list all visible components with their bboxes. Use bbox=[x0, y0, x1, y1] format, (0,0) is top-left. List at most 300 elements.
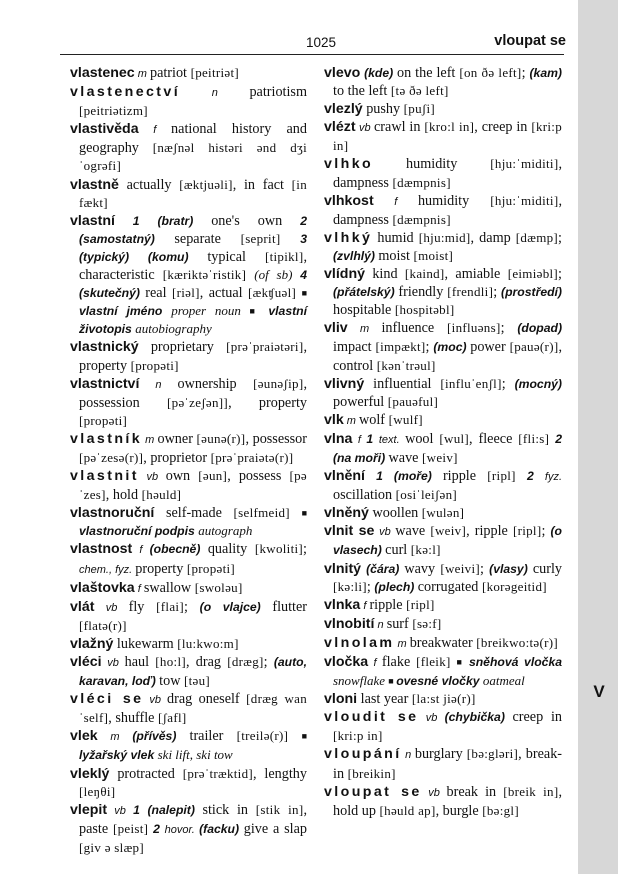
translation: on the left bbox=[397, 65, 460, 81]
usage-label: (čára) bbox=[361, 561, 405, 576]
translation: wolf bbox=[359, 411, 389, 428]
translation: wool bbox=[405, 430, 440, 447]
pronunciation: [kæriktəˈristik] bbox=[162, 267, 255, 283]
translation: ; bbox=[263, 654, 274, 670]
pronunciation: [peitriətizm] bbox=[79, 103, 148, 119]
translation: , lengthy bbox=[253, 765, 307, 782]
headword: vlát bbox=[70, 598, 95, 615]
dictionary-entry bbox=[70, 635, 307, 653]
headword: vlastnost bbox=[70, 541, 133, 558]
translation: ripple bbox=[369, 596, 407, 613]
translation: stick in bbox=[202, 801, 256, 818]
translation: breakwater bbox=[409, 634, 477, 651]
headword: vlastnit bbox=[70, 468, 139, 485]
usage-label: (přátelský) bbox=[333, 285, 399, 300]
pronunciation: [əun] bbox=[198, 468, 228, 484]
translation: last year bbox=[357, 691, 412, 708]
translation: corrugated bbox=[417, 578, 482, 595]
pronunciation: [ripl] bbox=[487, 468, 528, 484]
dictionary-entry bbox=[324, 467, 562, 504]
translation: hospitable bbox=[333, 302, 395, 319]
translation: ; bbox=[303, 541, 307, 558]
usage-label: vlastnoruční podpis bbox=[79, 524, 199, 539]
translation: wave bbox=[388, 449, 423, 466]
grammar-label: m bbox=[97, 731, 133, 744]
pronunciation: [əunə(r)] bbox=[196, 430, 246, 446]
headword: vlnění bbox=[324, 468, 365, 485]
pronunciation: [pəˈzesə(r)] bbox=[79, 449, 144, 465]
headword: vločka bbox=[324, 654, 369, 670]
usage-label: 2 bbox=[527, 469, 545, 484]
translation: , damp bbox=[470, 229, 516, 246]
pronunciation: [pəˈzes] bbox=[79, 468, 307, 503]
usage-label: 2 (samostatný) bbox=[79, 213, 307, 246]
header-rule bbox=[60, 54, 564, 55]
dictionary-entry bbox=[70, 579, 307, 598]
translation: , characteristic bbox=[79, 248, 307, 284]
grammar-label: vb bbox=[355, 122, 374, 135]
translation: , property bbox=[228, 394, 307, 411]
dictionary-entry bbox=[70, 598, 307, 635]
translation: fly bbox=[128, 598, 157, 615]
grammar-label: f bbox=[134, 582, 144, 595]
translation: , proprietor bbox=[143, 449, 211, 466]
pronunciation: [moist] bbox=[413, 247, 454, 263]
translation: flake bbox=[381, 654, 417, 670]
dictionary-entry bbox=[324, 100, 562, 118]
pronunciation: [in fækt] bbox=[79, 176, 308, 210]
grammar-label: n bbox=[401, 749, 415, 762]
translation: influential bbox=[364, 375, 441, 392]
grammar-label: vb bbox=[421, 786, 447, 799]
translation: tow bbox=[159, 673, 184, 690]
translation: proprietary bbox=[138, 339, 227, 356]
translation: ripple bbox=[442, 468, 488, 485]
dictionary-entry bbox=[324, 596, 562, 615]
usage-label: (facku) bbox=[199, 821, 244, 836]
translation: typical bbox=[207, 248, 265, 265]
headword: vlivný bbox=[324, 375, 365, 392]
guide-word: vloupat se bbox=[494, 33, 566, 49]
dictionary-entry bbox=[324, 708, 562, 745]
dictionary-entry bbox=[70, 212, 307, 339]
headword: vlézt bbox=[324, 119, 356, 136]
pronunciation: [əunəʃip] bbox=[253, 375, 304, 391]
headword: vlek bbox=[70, 728, 98, 745]
dictionary-entry bbox=[70, 83, 307, 120]
dictionary-entry bbox=[324, 411, 562, 430]
headword: vlastník bbox=[70, 430, 143, 447]
dictionary-entry bbox=[324, 265, 562, 319]
dictionary-entry bbox=[324, 229, 562, 265]
thumb-index-bar bbox=[578, 0, 618, 874]
pronunciation: [swoləu] bbox=[194, 579, 243, 595]
dictionary-entry bbox=[70, 430, 307, 467]
example-phrase: ski lift, ski tow bbox=[157, 747, 233, 763]
usage-label: (mocný) bbox=[514, 376, 562, 391]
translation: lukewarm bbox=[113, 635, 178, 652]
usage-label: (plech) bbox=[374, 579, 418, 594]
translation: trailer bbox=[189, 728, 237, 745]
headword: vlnolam bbox=[324, 634, 395, 651]
usage-label: (auto, karavan, loď) bbox=[79, 655, 307, 689]
translation: quality bbox=[207, 541, 255, 558]
translation: self-made bbox=[154, 505, 234, 522]
usage-label: 1 (bratr) bbox=[114, 213, 212, 228]
headword: vlastnictví bbox=[70, 375, 140, 392]
grammar-label: f bbox=[132, 544, 150, 557]
pronunciation: [peist] bbox=[112, 820, 154, 836]
pronunciation: [wul] bbox=[439, 430, 470, 446]
headword: vlastnický bbox=[70, 339, 139, 356]
pronunciation: [ho:l] bbox=[155, 654, 186, 669]
pronunciation: [flai] bbox=[156, 598, 184, 614]
pronunciation: [fli:s] bbox=[518, 430, 556, 446]
pronunciation: [weiv] bbox=[422, 449, 458, 465]
translation: property bbox=[135, 560, 187, 577]
pronunciation: [korəgeitid] bbox=[481, 578, 547, 594]
pronunciation: [kri:p in] bbox=[333, 119, 562, 154]
translation: ; bbox=[500, 320, 518, 337]
usage-label: (obecně) bbox=[149, 542, 208, 557]
grammar-label: vb bbox=[94, 601, 129, 614]
usage-label: 2 bbox=[153, 821, 165, 836]
pronunciation: [influəns] bbox=[447, 320, 501, 336]
pronunciation: [dæmpnis] bbox=[392, 174, 451, 190]
translation: surf bbox=[386, 615, 413, 632]
pronunciation: [puʃi] bbox=[403, 101, 436, 117]
domain-label: hovor. bbox=[164, 823, 200, 836]
dictionary-entry bbox=[324, 634, 562, 653]
headword: vlaštovka bbox=[70, 579, 135, 596]
dictionary-entry bbox=[70, 690, 307, 727]
grammar-label: n bbox=[180, 87, 250, 100]
pronunciation: [treilə(r)] bbox=[236, 728, 302, 744]
grammar-label: f bbox=[138, 124, 172, 137]
headword: vlastní bbox=[70, 212, 115, 229]
usage-label: (moc) bbox=[433, 340, 471, 355]
domain-label: chem., fyz. bbox=[79, 563, 136, 576]
translation: national history and geography bbox=[79, 121, 307, 157]
pronunciation: [ækʧuəl] bbox=[248, 285, 302, 301]
headword: vlídný bbox=[324, 266, 365, 283]
dictionary-entry bbox=[324, 745, 562, 782]
translation: , dampness bbox=[333, 192, 562, 228]
headword: vloupat se bbox=[324, 783, 422, 800]
grammar-label: n bbox=[139, 378, 178, 391]
pronunciation: [prəˈpraiətəri] bbox=[226, 339, 304, 355]
pronunciation: [peitriət] bbox=[190, 65, 240, 80]
dictionary-entry bbox=[70, 727, 307, 764]
translation: ; bbox=[558, 266, 562, 283]
dictionary-entry bbox=[70, 653, 307, 690]
grammar-label: vb bbox=[418, 712, 445, 725]
page-number: 1025 bbox=[305, 35, 337, 50]
usage-label: (o vlajce) bbox=[199, 599, 273, 614]
dictionary-entry bbox=[70, 64, 307, 83]
headword: vlhkost bbox=[324, 192, 374, 209]
dictionary-entry bbox=[324, 192, 562, 229]
pronunciation: [pauəful] bbox=[387, 393, 439, 409]
usage-label: 1 (moře) bbox=[365, 469, 443, 484]
translation: , hold bbox=[105, 487, 142, 504]
translation: patriotism bbox=[249, 84, 307, 101]
headword: vléci se bbox=[70, 691, 144, 708]
dictionary-entry bbox=[324, 690, 562, 708]
translation: ; bbox=[521, 65, 530, 81]
headword: vlezlý bbox=[324, 101, 363, 118]
pronunciation: [propəti] bbox=[130, 357, 179, 373]
translation: woollen bbox=[368, 505, 422, 522]
translation: actually bbox=[118, 176, 180, 193]
headword: vleklý bbox=[70, 765, 110, 782]
pronunciation: [kənˈtrəul] bbox=[376, 357, 436, 373]
translation: real bbox=[145, 285, 172, 302]
bullet-marker: ■ bbox=[249, 306, 269, 317]
translation: influence bbox=[381, 320, 448, 337]
translation: to the left bbox=[333, 83, 391, 100]
pronunciation: [ripl] bbox=[512, 523, 542, 539]
translation: power bbox=[470, 339, 510, 356]
pronunciation: [fleik] bbox=[416, 654, 457, 669]
pronunciation: [influˈenʃl] bbox=[440, 375, 502, 391]
usage-label: ovesné vločky bbox=[396, 674, 483, 689]
translation: swallow bbox=[143, 579, 195, 596]
headword: vlnka bbox=[324, 596, 361, 613]
example-phrase: autobiography bbox=[135, 321, 212, 337]
translation: own bbox=[165, 468, 199, 485]
translation: owner bbox=[157, 430, 197, 447]
pronunciation: [weivi] bbox=[440, 560, 480, 576]
translation: , shuffle bbox=[108, 710, 159, 727]
translation: , ripple bbox=[466, 523, 513, 540]
headword: vlnitý bbox=[324, 560, 362, 577]
dictionary-entry bbox=[324, 430, 562, 467]
pronunciation: [tə ðə left] bbox=[390, 83, 449, 99]
domain-label: fyz. bbox=[544, 471, 563, 484]
headword: vlna bbox=[324, 430, 353, 447]
bullet-marker: ■ bbox=[388, 676, 397, 687]
usage-label: (kam) bbox=[529, 66, 562, 80]
translation: curly bbox=[532, 560, 562, 577]
translation: kind bbox=[365, 266, 405, 283]
grammar-label: n bbox=[374, 618, 387, 631]
pronunciation: [seprit] bbox=[240, 230, 301, 246]
dictionary-entry bbox=[70, 467, 307, 504]
bullet-marker: ■ bbox=[301, 288, 308, 299]
dictionary-entry bbox=[324, 653, 562, 690]
translation: , in fact bbox=[232, 176, 292, 193]
headword: vlněný bbox=[324, 505, 369, 522]
left-column bbox=[70, 64, 307, 857]
headword: vlastivěda bbox=[70, 121, 139, 138]
pronunciation: [ripl] bbox=[406, 596, 435, 612]
dictionary-entry bbox=[324, 64, 562, 100]
translation: ; bbox=[558, 229, 562, 246]
dictionary-entry bbox=[324, 375, 562, 411]
grammar-label: m bbox=[394, 637, 410, 650]
headword: vlastnoruční bbox=[70, 505, 155, 522]
pronunciation: [wulən] bbox=[421, 505, 465, 521]
dictionary-entry bbox=[324, 522, 562, 559]
headword: vlastenec bbox=[70, 65, 135, 81]
pronunciation: [sə:f] bbox=[412, 615, 442, 631]
translation: humidity bbox=[373, 156, 491, 173]
pronunciation: [lu:kwo:m] bbox=[177, 635, 239, 651]
pronunciation: [næʃnəl histəri ənd dʒiˈogrəfi] bbox=[79, 140, 307, 174]
headword: vlevo bbox=[324, 65, 361, 81]
translation: patriot bbox=[149, 65, 191, 81]
translation: ; bbox=[479, 560, 490, 577]
pronunciation: [weiv] bbox=[430, 523, 467, 539]
pronunciation: [breik in] bbox=[503, 783, 559, 799]
bullet-marker: ■ bbox=[456, 657, 469, 667]
pronunciation: [dræg] bbox=[227, 654, 264, 669]
dictionary-entry bbox=[324, 615, 562, 634]
pronunciation: [təu] bbox=[183, 673, 211, 689]
dictionary-entry bbox=[70, 176, 307, 212]
translation: drag oneself bbox=[167, 691, 247, 708]
headword: vliv bbox=[324, 320, 348, 337]
pronunciation: [kro:l in] bbox=[424, 119, 475, 135]
translation: , paste bbox=[79, 801, 307, 837]
translation: give a slap bbox=[243, 820, 307, 837]
dictionary-entry bbox=[324, 155, 562, 191]
translation: oscillation bbox=[333, 487, 396, 504]
usage-label: 4 (skutečný) bbox=[79, 268, 307, 301]
grammar-label: vb bbox=[107, 804, 134, 817]
dictionary-entry bbox=[70, 765, 307, 801]
headword: vlk bbox=[324, 411, 344, 428]
translation: ; bbox=[183, 598, 200, 615]
translation: wave bbox=[395, 523, 431, 540]
translation: ; bbox=[541, 523, 551, 540]
usage-label: (kde) bbox=[360, 66, 398, 80]
pronunciation: [bə:gləri] bbox=[466, 746, 519, 762]
headword: vloni bbox=[324, 691, 358, 708]
bullet-marker: ■ bbox=[301, 731, 307, 742]
usage-label: (dopad) bbox=[517, 321, 563, 336]
grammar-label: vb bbox=[143, 694, 167, 707]
headword: vloudit se bbox=[324, 709, 419, 726]
grammar-label: m bbox=[347, 323, 382, 336]
dictionary-entry bbox=[70, 801, 307, 857]
grammar-label: m bbox=[343, 414, 360, 427]
translation: powerful bbox=[333, 393, 388, 410]
pronunciation: [tipikl] bbox=[264, 248, 304, 264]
pronunciation: [həuld ap] bbox=[379, 802, 436, 818]
dictionary-entry bbox=[70, 504, 307, 540]
usage-label: 1 (nalepit) bbox=[133, 802, 203, 817]
pronunciation: [dræg wanˈself] bbox=[79, 691, 308, 726]
pronunciation: [propəti] bbox=[79, 412, 128, 428]
pronunciation: [selfmeid] bbox=[233, 505, 302, 521]
translation: , fleece bbox=[469, 430, 519, 447]
grammar-label: m bbox=[142, 433, 158, 446]
grammar-label: f bbox=[368, 657, 382, 669]
headword: vlastně bbox=[70, 176, 119, 193]
translation: , amiable bbox=[444, 266, 508, 283]
translation: , dampness bbox=[333, 156, 562, 191]
dictionary-entry bbox=[70, 120, 307, 175]
dictionary-entry bbox=[324, 504, 562, 522]
usage-label: (prostředí) bbox=[501, 285, 562, 300]
translation: , burgle bbox=[435, 802, 483, 819]
domain-label: text. bbox=[378, 433, 406, 446]
pronunciation: [flatə(r)] bbox=[79, 617, 127, 633]
grammar-label: f bbox=[352, 433, 367, 446]
pronunciation: [kə:l] bbox=[410, 542, 441, 558]
pronunciation: [la:st jiə(r)] bbox=[411, 691, 476, 707]
example-phrase: oatmeal bbox=[482, 673, 525, 689]
usage-label: sněhová vločka bbox=[468, 655, 562, 669]
pronunciation: [kri:p in] bbox=[333, 728, 383, 744]
translation: separate bbox=[174, 230, 241, 247]
translation: , hold up bbox=[333, 783, 563, 819]
translation: , possession bbox=[79, 375, 307, 411]
pronunciation: [dæmpnis] bbox=[392, 211, 451, 227]
letter-tab[interactable]: V bbox=[593, 682, 605, 701]
translation: burglary bbox=[414, 746, 467, 763]
translation: break in bbox=[446, 783, 504, 800]
pronunciation: [kə:li] bbox=[333, 578, 367, 594]
headword: vlastenectví bbox=[70, 84, 181, 101]
pronunciation: [breikwo:tə(r)] bbox=[476, 634, 559, 650]
translation: pushy bbox=[362, 101, 404, 118]
usage-label: (vlasy) bbox=[489, 561, 533, 576]
pronunciation: [riəl] bbox=[171, 285, 200, 301]
example-phrase: autograph bbox=[198, 523, 253, 539]
pronunciation: [eimiəbl] bbox=[507, 266, 559, 282]
dictionary-entry bbox=[70, 540, 307, 578]
pronunciation: [osiˈleiʃən] bbox=[395, 487, 458, 503]
translation: ; bbox=[501, 375, 515, 392]
pronunciation: [hospitəbl] bbox=[394, 302, 455, 318]
translation: flutter bbox=[272, 598, 308, 615]
pronunciation: [leŋθi] bbox=[79, 783, 116, 799]
grammar-label: vb bbox=[138, 471, 166, 484]
translation: ; bbox=[366, 578, 375, 595]
headword: vlhký bbox=[324, 229, 373, 246]
usage-label: 2 (na moři) bbox=[333, 431, 562, 465]
translation: , possessor bbox=[245, 430, 307, 447]
example-phrase: snowflake bbox=[333, 673, 389, 689]
translation: friendly bbox=[398, 284, 448, 301]
translation: humid bbox=[372, 229, 419, 246]
translation: , property bbox=[79, 339, 307, 374]
dictionary-entry bbox=[70, 375, 307, 430]
usage-label: vlastní jméno bbox=[79, 304, 172, 319]
translation: protracted bbox=[109, 765, 183, 782]
translation: moist bbox=[378, 247, 414, 264]
translation: ; bbox=[425, 339, 434, 356]
pronunciation: [on ðə left] bbox=[459, 65, 522, 80]
pronunciation: [kaind] bbox=[404, 266, 445, 282]
translation: , actual bbox=[199, 285, 249, 302]
pronunciation: [frendli] bbox=[447, 284, 494, 300]
pronunciation: [pəˈzeʃən]] bbox=[167, 394, 229, 410]
pronunciation: [wulf] bbox=[388, 411, 423, 427]
dictionary-entry bbox=[324, 560, 562, 596]
pronunciation: [dæmp] bbox=[515, 229, 559, 245]
pronunciation: [prəˈpraiətə(r)] bbox=[210, 449, 294, 465]
grammar-label: m bbox=[134, 68, 150, 80]
translation: one's own bbox=[211, 212, 301, 229]
bullet-marker: ■ bbox=[301, 508, 307, 519]
pronunciation: [ʃafl] bbox=[158, 710, 187, 726]
usage-label: lyžařský vlek bbox=[79, 748, 158, 763]
usage-label: (o vlasech) bbox=[333, 524, 563, 558]
